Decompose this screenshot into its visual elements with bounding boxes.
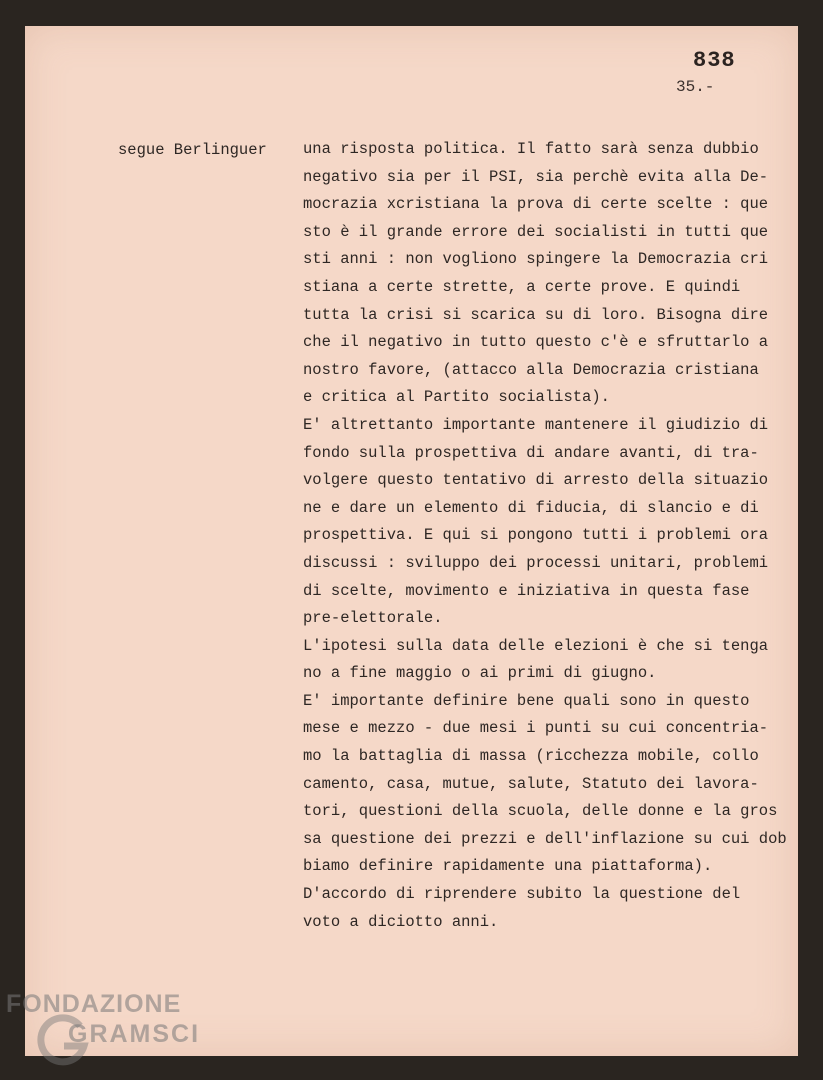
text-line: E' importante definire bene quali sono in questo bbox=[303, 691, 750, 710]
text-line: no a fine maggio o ai primi di giugno. bbox=[303, 664, 657, 683]
page-number: 838 bbox=[693, 48, 736, 73]
text-line: mese e mezzo - due mesi i punti su cui concentria- bbox=[303, 719, 769, 738]
speaker-label: segue Berlinguer bbox=[118, 141, 267, 159]
bleed-through-mark bbox=[100, 578, 210, 590]
text-line: di scelte, movimento e iniziativa in questa fase bbox=[303, 581, 750, 600]
text-line: fondo sulla prospettiva di andare avanti, di tra- bbox=[303, 443, 759, 462]
text-line: D'accordo di riprendere subito la questione del bbox=[303, 885, 741, 904]
section-number: 35.- bbox=[676, 78, 715, 96]
text-line: volgere questo tentativo di arresto della situazio bbox=[303, 471, 769, 490]
text-line: camento, casa, mutue, salute, Statuto dei lavora- bbox=[303, 774, 759, 793]
text-line: tori, questioni della scuola, delle donne e la gros bbox=[303, 802, 778, 821]
text-line: sti anni : non vogliono spingere la Democrazia cri bbox=[303, 250, 769, 269]
text-line: sa questione dei prezzi e dell'inflazione su cui dob bbox=[303, 829, 787, 848]
text-line: mocrazia xcristiana la prova di certe scelte : que bbox=[303, 195, 769, 214]
text-line: pre-elettorale. bbox=[303, 609, 443, 628]
text-line: E' altrettanto importante mantenere il giudizio di bbox=[303, 415, 769, 434]
bleed-through-mark bbox=[100, 438, 210, 450]
text-line: tutta la crisi si scarica su di loro. Bisogna dire bbox=[303, 305, 769, 324]
text-line: e critica al Partito socialista). bbox=[303, 388, 610, 407]
text-line: prospettiva. E qui si pongono tutti i problemi ora bbox=[303, 526, 769, 545]
watermark-line-1: FONDAZIONE bbox=[6, 990, 182, 1018]
text-line: nostro favore, (attacco alla Democrazia cristiana bbox=[303, 360, 759, 379]
text-line: che il negativo in tutto questo c'è e sfruttarlo a bbox=[303, 333, 769, 352]
text-line: voto a diciotto anni. bbox=[303, 912, 499, 931]
text-line: mo la battaglia di massa (ricchezza mobile, collo bbox=[303, 747, 759, 766]
text-line: ne e dare un elemento di fiducia, di slancio e di bbox=[303, 498, 759, 517]
text-line: biamo definire rapidamente una piattaforma). bbox=[303, 857, 713, 876]
watermark-line-2: GRAMSCI bbox=[68, 1020, 201, 1048]
fondazione-gramsci-watermark bbox=[6, 990, 206, 1070]
text-line: negativo sia per il PSI, sia perchè evita alla De- bbox=[303, 167, 769, 186]
typed-body-text bbox=[303, 136, 787, 936]
text-line: sto è il grande errore dei socialisti in tutti que bbox=[303, 222, 769, 241]
text-line: stiana a certe strette, a certe prove. E quindi bbox=[303, 277, 741, 296]
text-line: L'ipotesi sulla data delle elezioni è che si tenga bbox=[303, 636, 769, 655]
text-line: una risposta politica. Il fatto sarà senza dubbio bbox=[303, 140, 759, 158]
text-line: discussi : sviluppo dei processi unitari, problemi bbox=[303, 553, 769, 572]
bleed-through-mark bbox=[105, 288, 215, 300]
bleed-through-mark bbox=[100, 738, 210, 750]
